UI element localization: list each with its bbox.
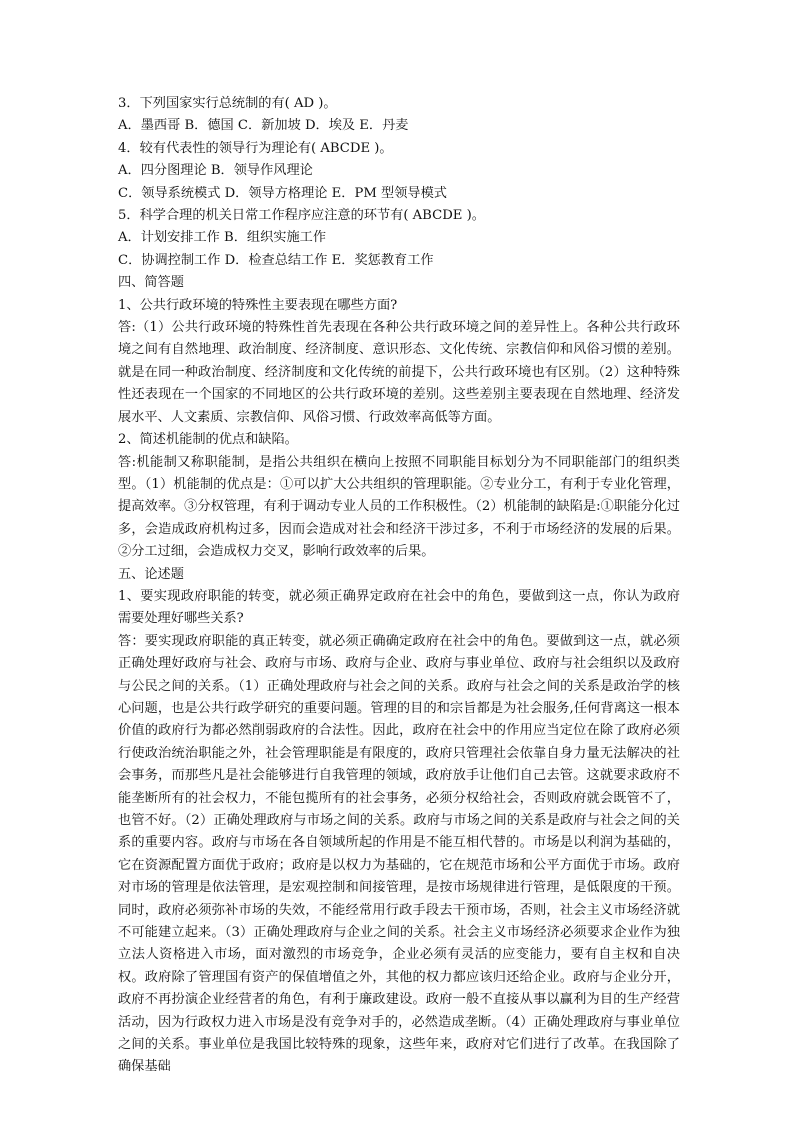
short-answer-question-1: 1、公共行政环境的特殊性主要表现在哪些方面? — [118, 297, 398, 313]
question-5-options-b: C．协调控制工作 D．检查总结工作 E．奖惩教育工作 — [118, 252, 434, 268]
question-5-options-a: A．计划安排工作 B．组织实施工作 — [118, 230, 327, 246]
question-3: 3．下列国家实行总统制的有( AD )。 — [118, 96, 337, 111]
essay-answer-1-text: 答：要实现政府职能的真正转变，就必须正确确定政府在社会中的角色。要做到这一点，就必须正确处理好政府与社会、政府与市场、政府与企业、政府与事业单位、政府与社会组织以及政府与公民之间的关系。（1）正确处理政府与社会之间的关系。政府与社会之间的关系是政治学的核心问题，也是公共行政学研究的重要问题。管理的目的和宗旨都是为社会服务,任何背离这一根本价值的政府行为都必然削弱政府的合法性。因此，政府在社会中的作用应当定位在除了政府必须行使政治统治职能之外，社会管理职能是有限度的，政府只管理社会依靠自身力量无法解决的社会事务，而那些凡是社会能够进行自我管理的领域，政府放手让他们自己去管。这就要求政府不能垄断所有的社会权力，不能包揽所有的社会事务，必须分权给社会，否则政府就会既管不了，也管不好。（2）正确处理政府与市场之间的关系。政府与市场之间的关系是政府与社会之间的关系的重要内容。政府与市场在各自领域所起的作用是不能互相代替的。市场是以利润为基础的，它在资源配置方面优于政府；政府是以权力为基础的，它在规范市场和公平方面优于市场。政府对市场的管理是依法管理，是宏观控制和间接管理，是按市场规律进行管理，是低限度的干预。同时，政府必须弥补市场的失效，不能经常用行政手段去干预市场，否则，社会主义市场经济就不可能建立起来。（3）正确处理政府与企业之间的关系。社会主义市场经济必须要求企业作为独立法人资格进入市场，面对激烈的市场竞争，企业必须有灵活的应变能力，要有自主权和自决权。政府除了管理国有资产的保值增值之外，其他的权力都应该归还给企业。政府与企业分开，政府不再扮演企业经营者的角色，有利于廉政建设。政府一般不直接从事以赢利为目的生产经营活动，因为行政权力进入市场是没有竞争对手的，必然造成垄断。（4）正确处理政府与事业单位之间的关系。事业单位是我国比较特殊的现象，这些年来，政府对它们进行了改革。在我国除了确保基础 — [118, 633, 680, 1075]
essay-question-1: 1、要实现政府职能的转变，就必须正确界定政府在社会中的角色，要做到这一点，你认为政府需要处理好哪些关系? — [118, 588, 680, 627]
question-5: 5．科学合理的机关日常工作程序应注意的环节有( ABCDE )。 — [118, 208, 485, 224]
question-4-options-b: C．领导系统模式 D．领导方格理论 E．PM 型领导模式 — [118, 185, 447, 201]
short-answer-1-text: 答:（1）公共行政环境的特殊性首先表现在各种公共行政环境之间的差异性上。各种公共行政环境之间有自然地理、政治制度、经济制度、意识形态、文化传统、宗教信仰和风俗习惯的差别。就是在同一种政治制度、经济制度和文化传统的前提下，公共行政环境也有区别。（2）这种特殊性还表现在一个国家的不同地区的公共行政环境的差别。这些差别主要表现在自然地理、经济发展水平、人文素质、宗教信仰、风俗习惯、行政效率高低等方面。 — [118, 320, 680, 425]
short-answer-question-2: 2、简述机能制的优点和缺陷。 — [118, 432, 298, 448]
short-answer-2-text: 答:机能制又称职能制，是指公共组织在横向上按照不同职能目标划分为不同职能部门的组织类型。（1）机能制的优点是：①可以扩大公共组织的管理职能。②专业分工，有利于专业化管理，提高效率。③分权管理，有利于调动专业人员的工作积极性。（2）机能制的缺陷是:①职能分化过多，会造成政府机构过多，因而会造成对社会和经济干涉过多，不利于市场经济的发展的后果。②分工过细，会造成权力交叉，影响行政效率的后果。 — [118, 454, 680, 560]
section-heading-short-answer: 四、简答题 — [118, 275, 184, 291]
question-4-options-a: A．四分图理论 B．领导作风理论 — [118, 163, 313, 179]
question-4: 4．较有代表性的领导行为理论有( ABCDE )。 — [118, 140, 393, 156]
document-page — [118, 93, 680, 1079]
section-heading-essay: 五、论述题 — [118, 566, 184, 582]
question-3-options: A．墨西哥 B．德国 C．新加坡 D．埃及 E．丹麦 — [118, 118, 409, 134]
